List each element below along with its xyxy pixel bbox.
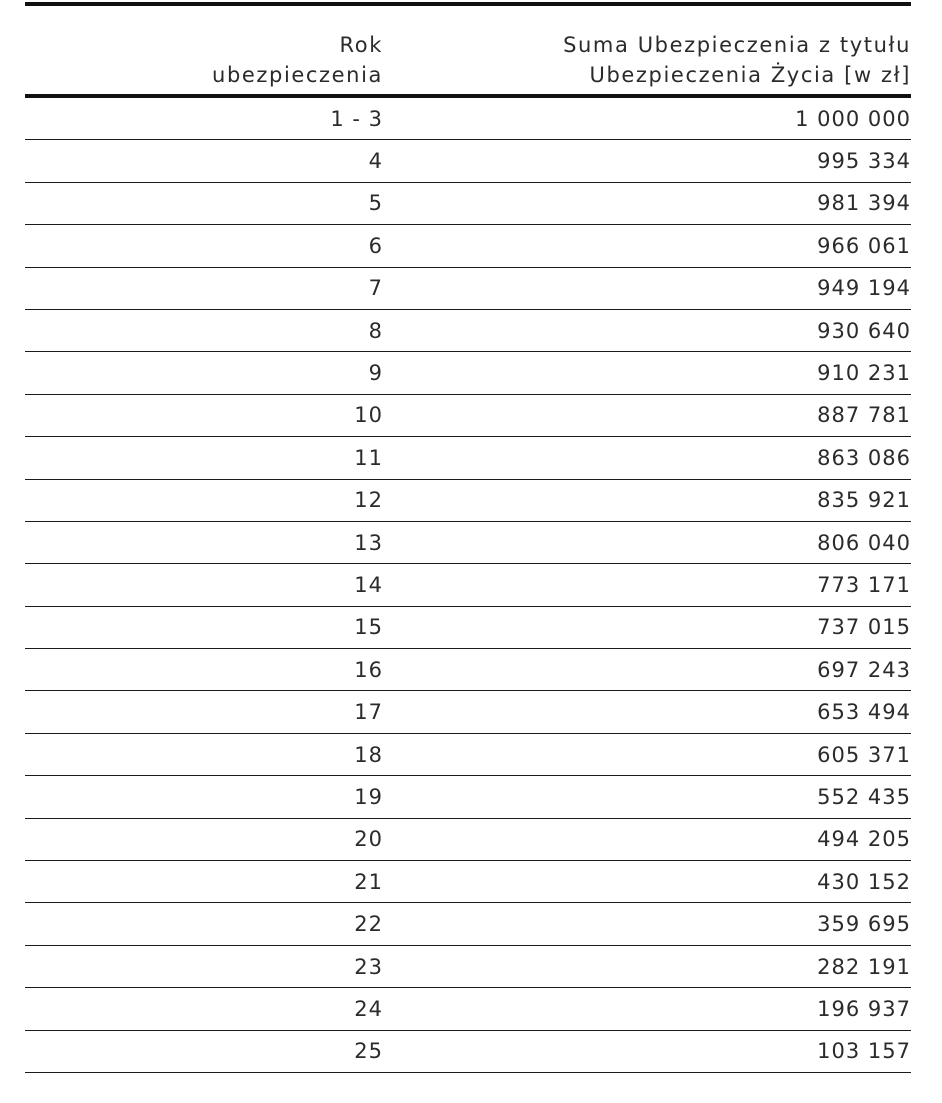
- cell-sum: 1 000 000: [795, 106, 911, 131]
- cell-year: 21: [354, 869, 383, 894]
- table-body: [25, 98, 911, 1073]
- cell-year: 22: [354, 912, 383, 937]
- table-row: [25, 225, 911, 267]
- cell-year: 15: [354, 615, 383, 640]
- cell-sum: 995 334: [817, 149, 911, 174]
- cell-year: 4: [368, 149, 383, 174]
- cell-year: 19: [354, 784, 383, 809]
- header-year-line: Rok: [339, 33, 383, 57]
- table-row: [25, 988, 911, 1030]
- cell-year: 16: [354, 657, 383, 682]
- table-row: [25, 649, 911, 691]
- cell-year: 9: [368, 361, 383, 386]
- cell-sum: 103 157: [817, 1039, 911, 1064]
- cell-year: 13: [354, 530, 383, 555]
- cell-sum: 430 152: [817, 869, 911, 894]
- table-row: [25, 564, 911, 606]
- header-sum: [383, 6, 911, 90]
- table-row: [25, 903, 911, 945]
- table-row: [25, 861, 911, 903]
- cell-year: 25: [354, 1039, 383, 1064]
- table-row: [25, 522, 911, 564]
- cell-sum: 773 171: [817, 572, 911, 597]
- table-row: [25, 437, 911, 479]
- cell-sum: 359 695: [817, 912, 911, 937]
- cell-sum: 930 640: [817, 318, 911, 343]
- table-row: [25, 352, 911, 394]
- table-row: [25, 734, 911, 776]
- cell-year: 11: [354, 445, 383, 470]
- cell-sum: 196 937: [817, 996, 911, 1021]
- cell-sum: 806 040: [817, 530, 911, 555]
- table-row: [25, 98, 911, 140]
- cell-year: 12: [354, 488, 383, 513]
- table-row: [25, 691, 911, 733]
- table-row: [25, 310, 911, 352]
- cell-sum: 282 191: [817, 954, 911, 979]
- cell-year: 1 - 3: [330, 106, 383, 131]
- cell-sum: 981 394: [817, 191, 911, 216]
- cell-sum: 605 371: [817, 742, 911, 767]
- header-year: [25, 6, 383, 90]
- cell-sum: 552 435: [817, 784, 911, 809]
- table-row: [25, 1031, 911, 1073]
- cell-year: 17: [354, 700, 383, 725]
- cell-year: 20: [354, 827, 383, 852]
- table-row: [25, 819, 911, 861]
- cell-year: 24: [354, 996, 383, 1021]
- header-year-line: ubezpieczenia: [212, 63, 383, 87]
- header-sum-line: Ubezpieczenia Życia [w zł]: [589, 63, 911, 87]
- cell-sum: 887 781: [817, 403, 911, 428]
- insurance-sum-table: [25, 0, 911, 1073]
- table-row: [25, 946, 911, 988]
- cell-sum: 653 494: [817, 700, 911, 725]
- cell-sum: 494 205: [817, 827, 911, 852]
- cell-sum: 863 086: [817, 445, 911, 470]
- cell-year: 5: [368, 191, 383, 216]
- table-row: [25, 268, 911, 310]
- cell-sum: 697 243: [817, 657, 911, 682]
- cell-sum: 910 231: [817, 361, 911, 386]
- table-row: [25, 480, 911, 522]
- table-row: [25, 776, 911, 818]
- table-row: [25, 607, 911, 649]
- cell-year: 6: [368, 233, 383, 258]
- table-row: [25, 183, 911, 225]
- cell-year: 14: [354, 572, 383, 597]
- cell-year: 18: [354, 742, 383, 767]
- cell-year: 23: [354, 954, 383, 979]
- table-row: [25, 140, 911, 182]
- cell-sum: 966 061: [817, 233, 911, 258]
- cell-sum: 949 194: [817, 276, 911, 301]
- cell-year: 10: [354, 403, 383, 428]
- table-header: [25, 6, 911, 98]
- cell-sum: 835 921: [817, 488, 911, 513]
- cell-year: 7: [368, 276, 383, 301]
- cell-sum: 737 015: [817, 615, 911, 640]
- header-sum-line: Suma Ubezpieczenia z tytułu: [563, 33, 911, 57]
- cell-year: 8: [368, 318, 383, 343]
- table-row: [25, 395, 911, 437]
